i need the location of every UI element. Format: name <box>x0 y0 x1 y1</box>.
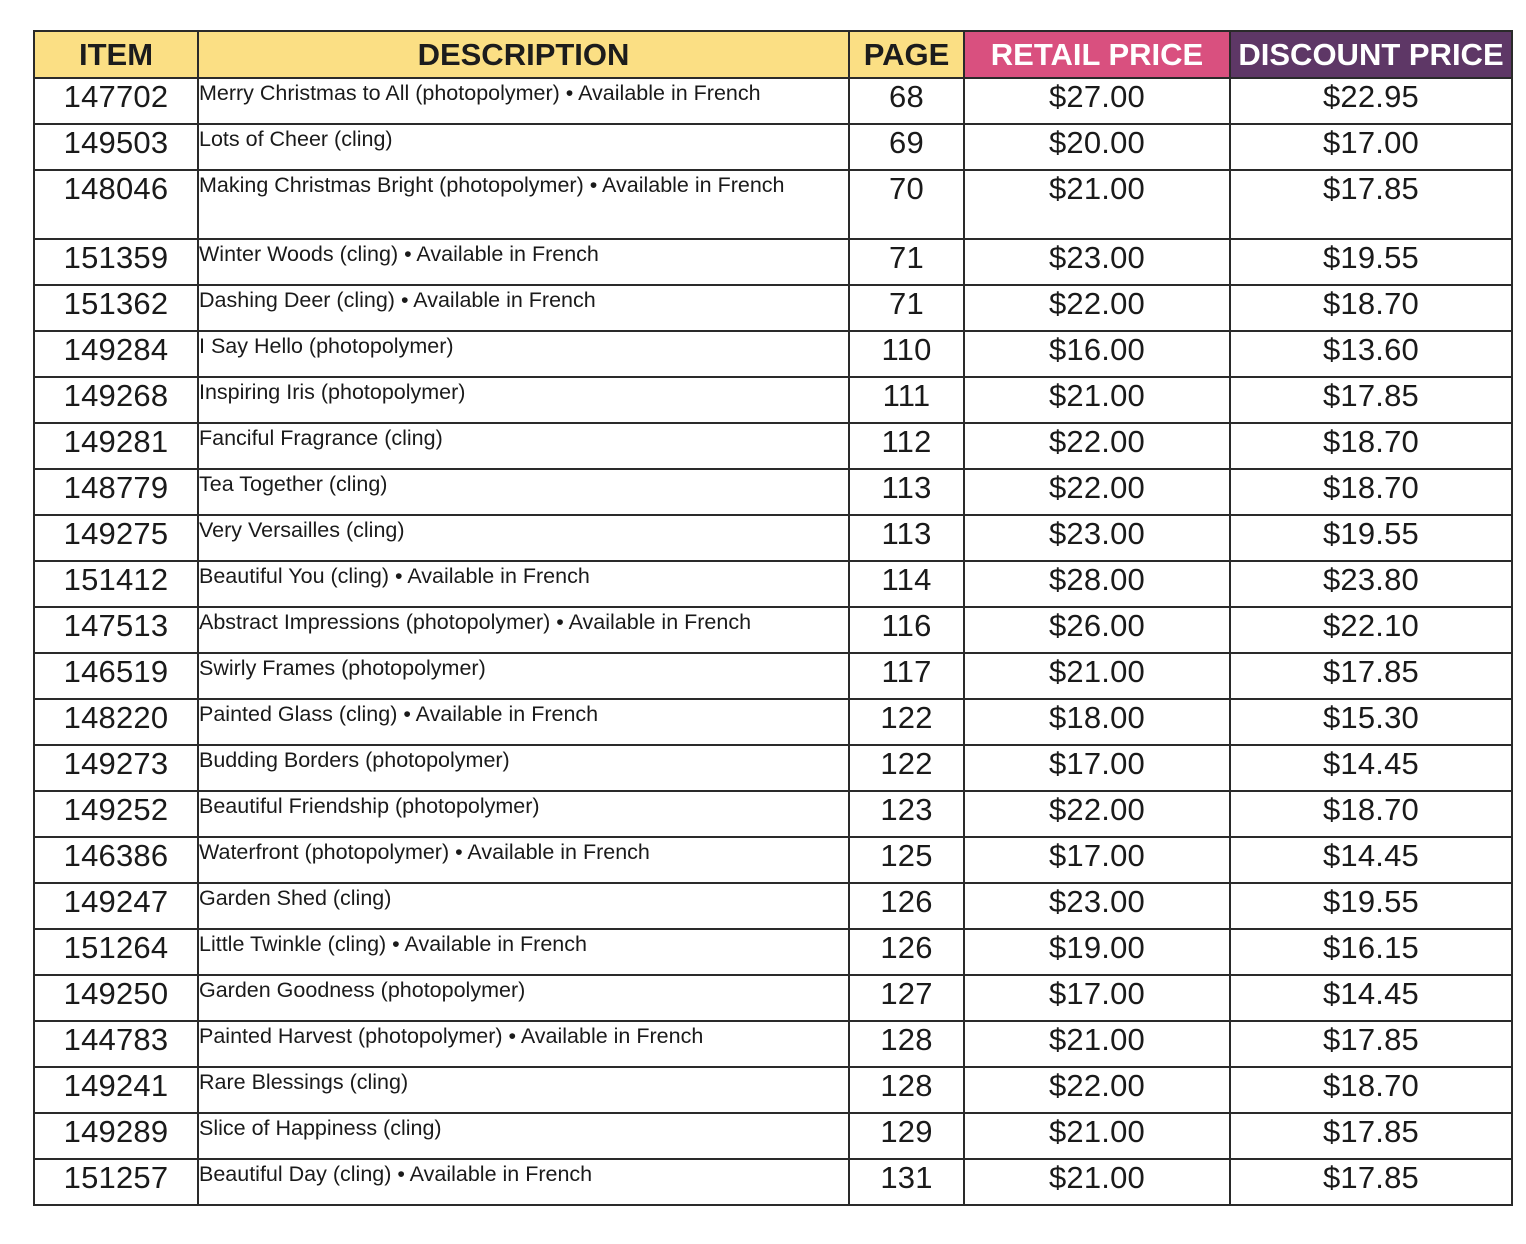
item-number: 149273 <box>34 745 198 791</box>
table-row <box>34 170 1512 239</box>
item-number: 149268 <box>34 377 198 423</box>
catalog-page: 113 <box>849 469 964 515</box>
price-table <box>33 30 1513 1206</box>
discount-price: $15.30 <box>1230 699 1512 745</box>
item-number: 151359 <box>34 239 198 285</box>
table-row <box>34 239 1512 285</box>
retail-price: $22.00 <box>964 469 1230 515</box>
item-number: 146519 <box>34 653 198 699</box>
catalog-page: 126 <box>849 929 964 975</box>
item-description: Dashing Deer (cling) • Available in French <box>198 285 849 331</box>
item-description: Painted Glass (cling) • Available in French <box>198 699 849 745</box>
retail-price: $21.00 <box>964 170 1230 239</box>
catalog-page: 68 <box>849 78 964 124</box>
item-description: Inspiring Iris (photopolymer) <box>198 377 849 423</box>
retail-price: $17.00 <box>964 837 1230 883</box>
item-number: 149281 <box>34 423 198 469</box>
retail-price: $28.00 <box>964 561 1230 607</box>
catalog-page: 71 <box>849 239 964 285</box>
table-row <box>34 1159 1512 1205</box>
retail-price: $22.00 <box>964 791 1230 837</box>
table-row <box>34 561 1512 607</box>
discount-price: $18.70 <box>1230 285 1512 331</box>
item-description: Painted Harvest (photopolymer) • Available in French <box>198 1021 849 1067</box>
header-page: PAGE <box>849 31 964 78</box>
retail-price: $19.00 <box>964 929 1230 975</box>
retail-price: $23.00 <box>964 883 1230 929</box>
item-number: 149250 <box>34 975 198 1021</box>
discount-price: $14.45 <box>1230 745 1512 791</box>
retail-price: $21.00 <box>964 1159 1230 1205</box>
table-row <box>34 607 1512 653</box>
retail-price: $26.00 <box>964 607 1230 653</box>
item-description: Lots of Cheer (cling) <box>198 124 849 170</box>
catalog-page: 122 <box>849 745 964 791</box>
item-description: Slice of Happiness (cling) <box>198 1113 849 1159</box>
discount-price: $22.10 <box>1230 607 1512 653</box>
table-row <box>34 1067 1512 1113</box>
discount-price: $18.70 <box>1230 1067 1512 1113</box>
item-description: Waterfront (photopolymer) • Available in French <box>198 837 849 883</box>
table-row <box>34 883 1512 929</box>
item-number: 151257 <box>34 1159 198 1205</box>
item-number: 149241 <box>34 1067 198 1113</box>
table-row <box>34 1021 1512 1067</box>
item-description: Beautiful Day (cling) • Available in French <box>198 1159 849 1205</box>
retail-price: $21.00 <box>964 1113 1230 1159</box>
discount-price: $23.80 <box>1230 561 1512 607</box>
table-row <box>34 78 1512 124</box>
discount-price: $19.55 <box>1230 515 1512 561</box>
table-row <box>34 469 1512 515</box>
discount-price: $18.70 <box>1230 791 1512 837</box>
catalog-page: 131 <box>849 1159 964 1205</box>
discount-price: $17.00 <box>1230 124 1512 170</box>
retail-price: $17.00 <box>964 745 1230 791</box>
retail-price: $17.00 <box>964 975 1230 1021</box>
retail-price: $27.00 <box>964 78 1230 124</box>
item-number: 151412 <box>34 561 198 607</box>
item-number: 149275 <box>34 515 198 561</box>
retail-price: $23.00 <box>964 515 1230 561</box>
catalog-page: 117 <box>849 653 964 699</box>
header-row <box>34 31 1512 78</box>
catalog-page: 113 <box>849 515 964 561</box>
discount-price: $17.85 <box>1230 170 1512 239</box>
item-description: Winter Woods (cling) • Available in French <box>198 239 849 285</box>
catalog-page: 122 <box>849 699 964 745</box>
discount-price: $14.45 <box>1230 975 1512 1021</box>
retail-price: $22.00 <box>964 423 1230 469</box>
item-number: 149252 <box>34 791 198 837</box>
item-description: Garden Goodness (photopolymer) <box>198 975 849 1021</box>
item-description: Swirly Frames (photopolymer) <box>198 653 849 699</box>
item-number: 147702 <box>34 78 198 124</box>
catalog-page: 70 <box>849 170 964 239</box>
discount-price: $17.85 <box>1230 1021 1512 1067</box>
table-row <box>34 423 1512 469</box>
table-row <box>34 653 1512 699</box>
table-row <box>34 791 1512 837</box>
table-row <box>34 331 1512 377</box>
discount-price: $19.55 <box>1230 883 1512 929</box>
item-number: 151264 <box>34 929 198 975</box>
catalog-page: 71 <box>849 285 964 331</box>
retail-price: $21.00 <box>964 653 1230 699</box>
table-row <box>34 377 1512 423</box>
table-row <box>34 929 1512 975</box>
discount-price: $14.45 <box>1230 837 1512 883</box>
retail-price: $21.00 <box>964 1021 1230 1067</box>
item-number: 149247 <box>34 883 198 929</box>
item-description: Budding Borders (photopolymer) <box>198 745 849 791</box>
retail-price: $16.00 <box>964 331 1230 377</box>
header-discount-price: DISCOUNT PRICE <box>1230 31 1512 78</box>
catalog-page: 69 <box>849 124 964 170</box>
item-number: 149284 <box>34 331 198 377</box>
item-number: 146386 <box>34 837 198 883</box>
retail-price: $22.00 <box>964 1067 1230 1113</box>
table-row <box>34 745 1512 791</box>
item-description: Little Twinkle (cling) • Available in French <box>198 929 849 975</box>
table-row <box>34 124 1512 170</box>
item-description: Making Christmas Bright (photopolymer) • Available in French <box>198 170 849 239</box>
item-number: 148779 <box>34 469 198 515</box>
item-description: Rare Blessings (cling) <box>198 1067 849 1113</box>
catalog-page: 123 <box>849 791 964 837</box>
catalog-page: 114 <box>849 561 964 607</box>
discount-price: $17.85 <box>1230 1159 1512 1205</box>
discount-price: $17.85 <box>1230 653 1512 699</box>
table-row <box>34 975 1512 1021</box>
discount-price: $13.60 <box>1230 331 1512 377</box>
item-number: 151362 <box>34 285 198 331</box>
retail-price: $18.00 <box>964 699 1230 745</box>
item-description: Beautiful Friendship (photopolymer) <box>198 791 849 837</box>
catalog-page: 128 <box>849 1021 964 1067</box>
catalog-page: 111 <box>849 377 964 423</box>
item-description: Very Versailles (cling) <box>198 515 849 561</box>
table-row <box>34 1113 1512 1159</box>
item-description: Beautiful You (cling) • Available in French <box>198 561 849 607</box>
catalog-page: 125 <box>849 837 964 883</box>
header-retail-price: RETAIL PRICE <box>964 31 1230 78</box>
item-description: Tea Together (cling) <box>198 469 849 515</box>
catalog-page: 129 <box>849 1113 964 1159</box>
item-number: 147513 <box>34 607 198 653</box>
discount-price: $22.95 <box>1230 78 1512 124</box>
retail-price: $22.00 <box>964 285 1230 331</box>
catalog-page: 112 <box>849 423 964 469</box>
table-row <box>34 515 1512 561</box>
catalog-page: 110 <box>849 331 964 377</box>
discount-price: $18.70 <box>1230 469 1512 515</box>
catalog-page: 116 <box>849 607 964 653</box>
discount-price: $18.70 <box>1230 423 1512 469</box>
header-item: ITEM <box>34 31 198 78</box>
item-number: 144783 <box>34 1021 198 1067</box>
item-description: Fanciful Fragrance (cling) <box>198 423 849 469</box>
retail-price: $21.00 <box>964 377 1230 423</box>
discount-price: $17.85 <box>1230 1113 1512 1159</box>
catalog-page: 127 <box>849 975 964 1021</box>
retail-price: $23.00 <box>964 239 1230 285</box>
item-number: 149289 <box>34 1113 198 1159</box>
header-description: DESCRIPTION <box>198 31 849 78</box>
discount-price: $17.85 <box>1230 377 1512 423</box>
discount-price: $19.55 <box>1230 239 1512 285</box>
item-description: Abstract Impressions (photopolymer) • Available in French <box>198 607 849 653</box>
table-row <box>34 837 1512 883</box>
discount-price: $16.15 <box>1230 929 1512 975</box>
item-number: 149503 <box>34 124 198 170</box>
item-description: Merry Christmas to All (photopolymer) • Available in French <box>198 78 849 124</box>
item-number: 148046 <box>34 170 198 239</box>
catalog-page: 126 <box>849 883 964 929</box>
retail-price: $20.00 <box>964 124 1230 170</box>
item-description: I Say Hello (photopolymer) <box>198 331 849 377</box>
item-number: 148220 <box>34 699 198 745</box>
catalog-page: 128 <box>849 1067 964 1113</box>
item-description: Garden Shed (cling) <box>198 883 849 929</box>
table-row <box>34 699 1512 745</box>
table-row <box>34 285 1512 331</box>
